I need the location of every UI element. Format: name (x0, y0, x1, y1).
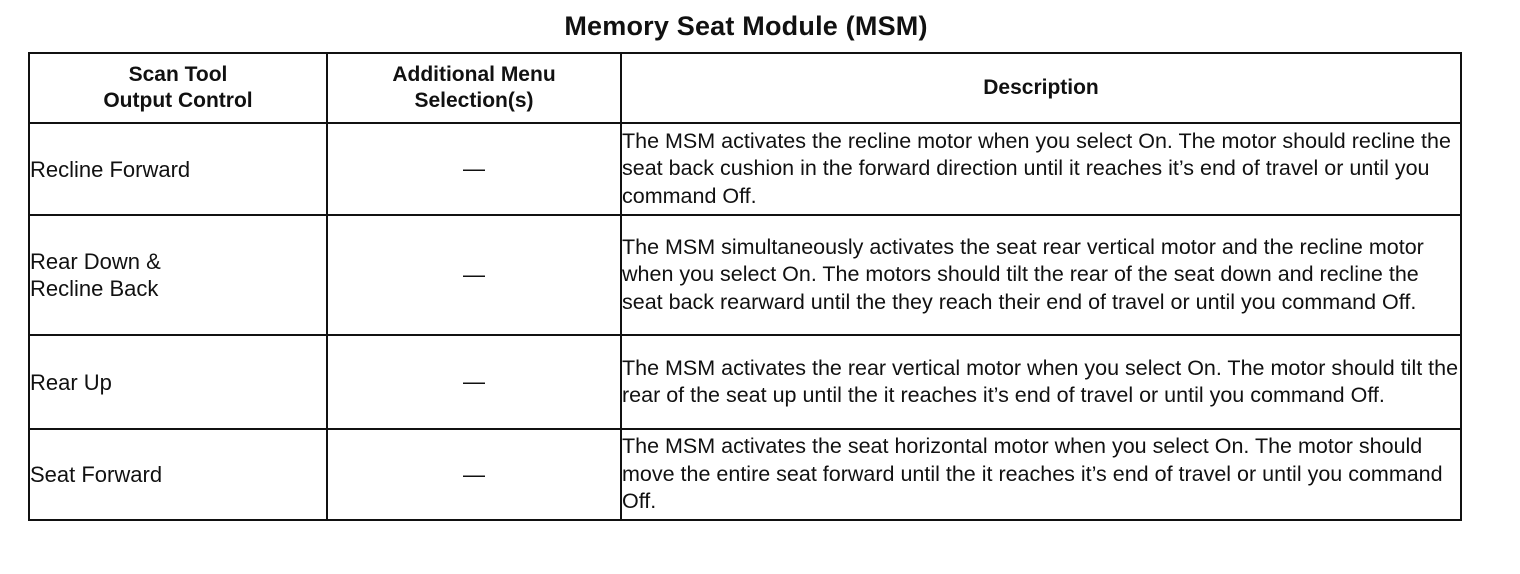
output-control-text-line-2: Recline Back (30, 276, 159, 301)
additional-menu-cell: — (327, 215, 621, 335)
header-additional-menu-line-1: Additional Menu (392, 63, 556, 86)
output-control-cell (29, 335, 327, 429)
output-control-cell (29, 215, 327, 335)
output-control-cell (29, 429, 327, 520)
additional-menu-cell: — (327, 335, 621, 429)
additional-menu-cell: — (327, 429, 621, 520)
description-cell: The MSM activates the recline motor when you select On. The motor should recline the seat back cushion in the forward direction until it reaches it’s end of travel or until you command Off. (621, 123, 1461, 215)
table-row (29, 429, 1461, 520)
output-control-text-line-1: Rear Down & (30, 249, 161, 274)
header-description: Description (621, 53, 1461, 123)
table-row (29, 123, 1461, 215)
output-control-cell (29, 123, 327, 215)
header-output-control (29, 53, 327, 123)
header-additional-menu-line-2: Selection(s) (414, 89, 534, 112)
description-cell: The MSM activates the seat horizontal motor when you select On. The motor should move the entire seat forward until the it reaches it’s end of travel or until you command Off. (621, 429, 1461, 520)
msm-output-control-table (28, 52, 1462, 521)
output-control-text: Rear Up (30, 369, 112, 395)
output-control-text: Recline Forward (30, 156, 191, 182)
description-cell: The MSM activates the rear vertical motor when you select On. The motor should tilt the rear of the seat up until the it reaches it’s end of travel or until you command Off. (621, 335, 1461, 429)
header-additional-menu (327, 53, 621, 123)
additional-menu-cell: — (327, 123, 621, 215)
header-output-control-line-1: Scan Tool (128, 63, 228, 86)
output-control-text: Seat Forward (30, 462, 163, 487)
table-row (29, 215, 1461, 335)
description-cell: The MSM simultaneously activates the seat rear vertical motor and the recline motor when you select On. The motors should tilt the rear of the seat down and recline the seat back rearward until the they reach their end of travel or until you command Off. (621, 215, 1461, 335)
table-row (29, 335, 1461, 429)
header-output-control-line-2: Output Control (103, 89, 253, 112)
header-row (29, 53, 1461, 123)
page-title: Memory Seat Module (MSM) (564, 11, 928, 41)
